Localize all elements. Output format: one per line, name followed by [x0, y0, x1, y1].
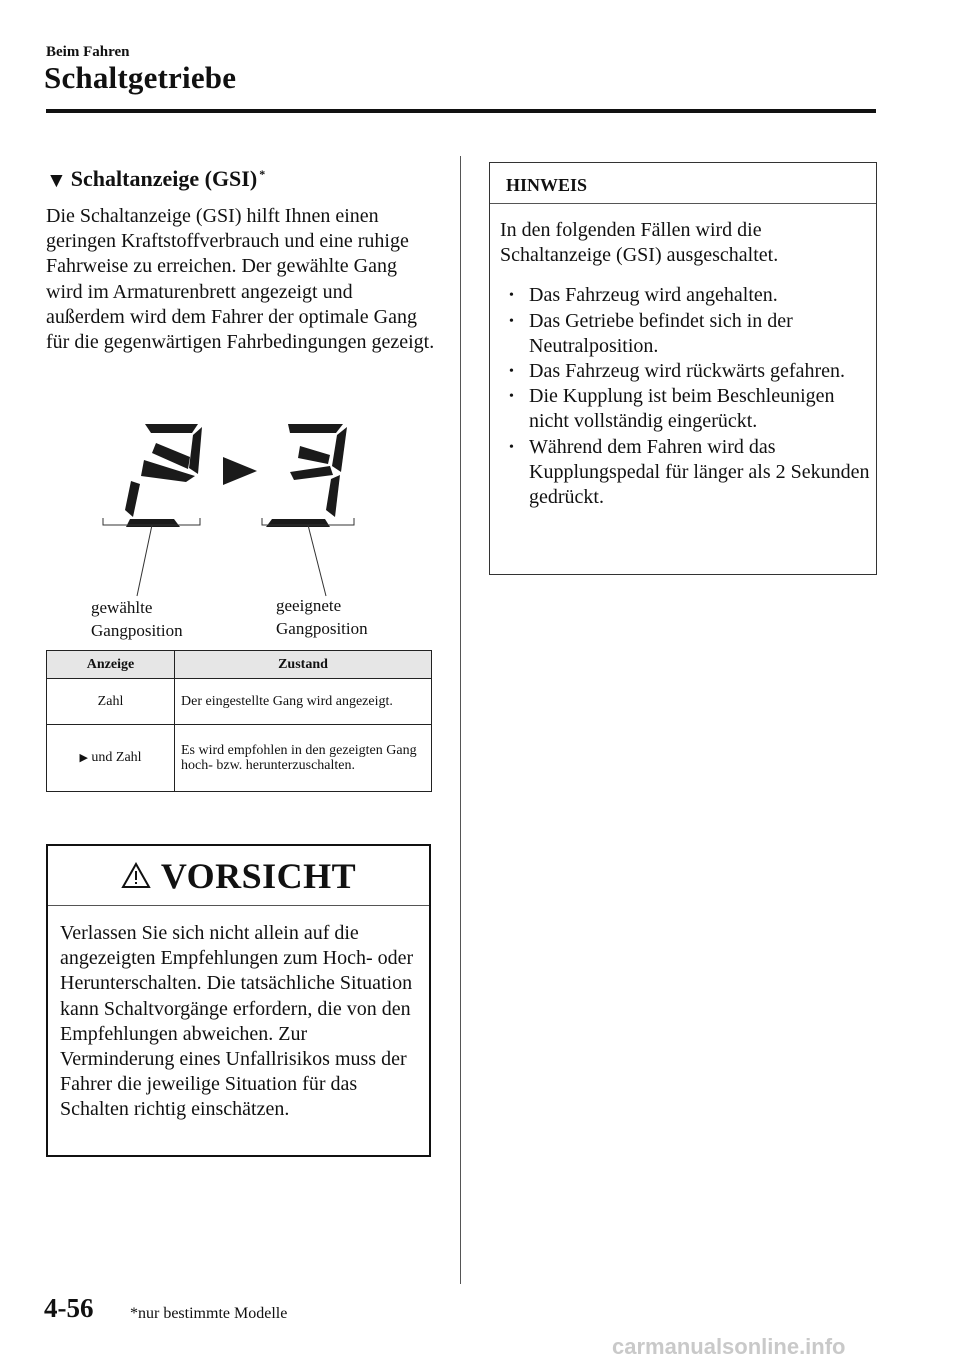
- arrow-right-icon: ▶: [79, 752, 88, 764]
- column-divider: [460, 156, 461, 1284]
- title-rule: [46, 109, 876, 113]
- table-header-row: [47, 651, 432, 679]
- digit-selected-gear: [125, 424, 202, 527]
- note-title: HINWEIS: [490, 163, 876, 204]
- label-suggested-gear: geeignete Gangposition: [276, 596, 368, 638]
- cell-zustand: Es wird empfohlen in den gezeigten Gang hoch- bzw. herunterzuschalten.: [175, 725, 432, 792]
- section-heading: [46, 166, 265, 194]
- gear-indicator-figure: [80, 400, 400, 645]
- note-intro: In den folgenden Fällen wird die Schaltanzeige (GSI) ausgeschaltet.: [500, 219, 779, 267]
- cell-anzeige: ▶ und Zahl: [47, 725, 175, 792]
- list-item: • Das Fahrzeug wird angehalten.: [500, 283, 876, 308]
- triangle-down-icon: ▼: [46, 168, 67, 192]
- footnote: *nur bestimmte Modelle: [130, 1305, 288, 1322]
- indicator-status-table: [46, 650, 432, 792]
- label-selected-gear: gewählte Gangposition: [91, 598, 183, 640]
- caution-box: [46, 844, 431, 1157]
- page-title: Schaltgetriebe: [44, 60, 237, 95]
- table-row: [47, 679, 432, 725]
- note-list: [490, 283, 876, 510]
- shift-arrow-icon: [223, 457, 257, 485]
- list-item: • Das Fahrzeug wird rückwärts gefahren.: [500, 359, 876, 384]
- cell-anzeige: Zahl: [47, 679, 175, 725]
- table-row: [47, 725, 432, 792]
- list-item: • Die Kupplung ist beim Beschleunigen nicht vollständig eingerückt.: [500, 384, 876, 434]
- warning-triangle-icon: [121, 862, 151, 889]
- footnote-marker: *: [259, 167, 266, 181]
- caution-text: Verlassen Sie sich nicht allein auf die angezeigten Empfehlungen zum Hoch- oder Herunterschalten. Die tatsächliche Situation kann Schaltvorgänge erfordern, die von den Empfehlungen abweichen. Zur Verminderung eines Unfallrisikos muss der Fahrer die jeweilige Situation für das Schalten richtig einschätzen.: [60, 922, 414, 1121]
- list-item: • Das Getriebe befindet sich in der Neutralposition.: [500, 309, 876, 359]
- digit-suggested-gear: [266, 424, 347, 527]
- list-item: • Während dem Fahren wird das Kupplungspedal für länger als 2 Sekunden gedrückt.: [500, 435, 876, 511]
- caution-header: [48, 846, 429, 906]
- header-zustand: Zustand: [175, 651, 432, 679]
- watermark: carmanualsonline.info: [612, 1334, 846, 1359]
- page-number: 4-56: [44, 1293, 94, 1323]
- header-anzeige: Anzeige: [47, 651, 175, 679]
- caution-title: VORSICHT: [160, 855, 357, 896]
- intro-paragraph: Die Schaltanzeige (GSI) hilft Ihnen einen geringen Kraftstoffverbrauch und eine ruhige Fahrweise zu erreichen. Der gewählte Gang wird im Armaturenbrett angezeigt und außerdem wird dem Fahrer der optimale Gang für die gegenwärtigen Fahrbedingungen gezeigt.: [46, 205, 435, 354]
- figure-leader-lines: [103, 518, 354, 596]
- cell-zustand: Der eingestellte Gang wird angezeigt.: [175, 679, 432, 725]
- note-box: [489, 162, 877, 575]
- section-heading-text: Schaltanzeige (GSI): [70, 166, 258, 191]
- section-kicker: Beim Fahren: [46, 44, 130, 60]
